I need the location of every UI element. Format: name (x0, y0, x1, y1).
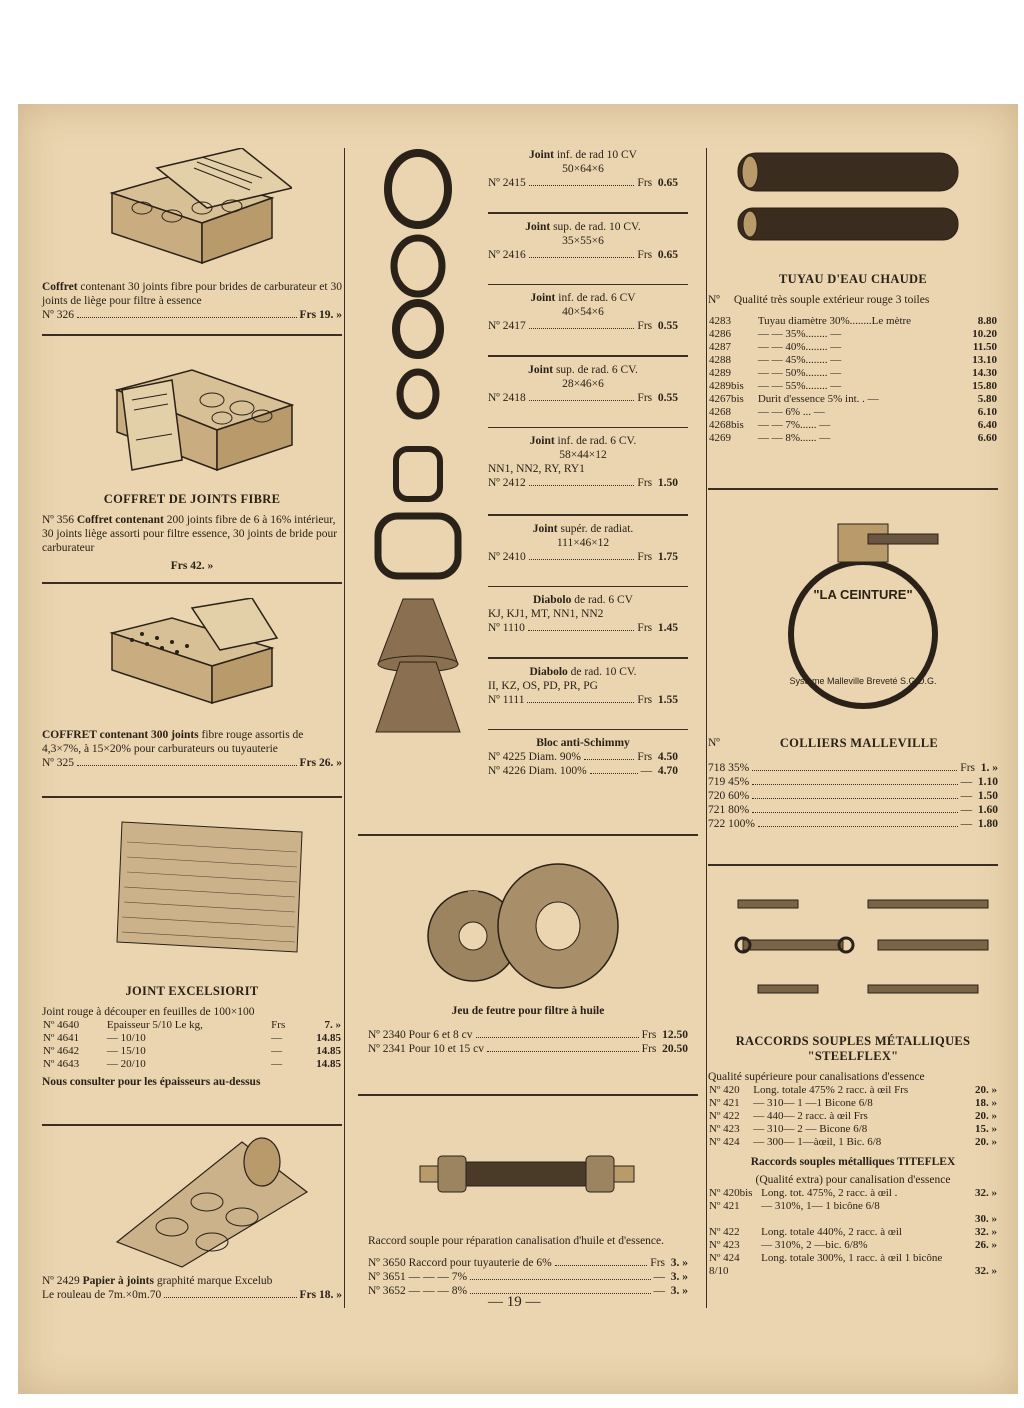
table-row: 4286 — — 35%........ — 10.20 (709, 328, 997, 340)
steelflex-table (708, 1084, 998, 1149)
divider (358, 1094, 698, 1096)
tuyau-block: TUYAU D'EAU CHAUDE Nº Qualité très souple extérieur rouge 3 toiles 4283 Tuyau diamètre 30%........Le mètre 8.80 4286 — — 35%........ — 10.20 4287 — — 40%........ — 11.50 4288 — — 45%........ — 13.10 4289 — — 50%........ — 14.30 4289bis — — 55%........ — 15.80 4267bis Durit d'essence 5% int. . — 5.80 4268 — — 6% ... — 6.10 4268bis — — 7%...... — 6.40 4269 — — 8%...... — 6.60 (708, 272, 997, 444)
list-item: Joint supér. de radiat. 111×46×12 Nº 2410 Frs 1.75 (488, 522, 678, 563)
excelsiorit-note: Nous consulter pour les épaisseurs au-dessus (42, 1076, 261, 1088)
table-row: Nº 421 — 310%, 1— 1 bicône 6/8 (709, 1200, 880, 1212)
table-row: Nº 421 — 310— 1 —1 Bicone 6/8 18. » (709, 1097, 997, 1109)
tuyau-title: TUYAU D'EAU CHAUDE (778, 272, 927, 286)
table-row: Nº 2341 Pour 10 et 15 cv Frs 20.50 (368, 1043, 688, 1055)
table-row: 30. » (975, 1213, 997, 1225)
divider (42, 1124, 342, 1126)
table-row: 718 35% Frs 1. » (708, 762, 998, 774)
steelflex-illustration (728, 890, 998, 1010)
joint-fibre-box-illustration (102, 350, 302, 480)
divider (708, 864, 998, 866)
table-row: Nº 422 Long. totale 440%, 2 racc. à œil 32. » (709, 1226, 997, 1238)
feutre-title: Jeu de feutre pour filtre à huile (451, 1005, 605, 1017)
table-row: 4283 Tuyau diamètre 30%........Le mètre 8.80 (709, 315, 997, 327)
table-row: 722 100% — 1.80 (708, 818, 998, 830)
raccord-block (368, 1234, 688, 1298)
papier-price: Frs 18. » (299, 1289, 342, 1301)
coffret-300-illustration (102, 598, 282, 713)
papier-bold: Papier à joints (82, 1275, 154, 1287)
list-item: Joint inf. de rad. 6 CV 40×54×6 Nº 2417 Frs 0.55 (488, 292, 678, 332)
table-row: Nº 2340 Pour 6 et 8 cv Frs 12.50 (368, 1029, 688, 1041)
papier-desc: graphité marque Excelub (156, 1275, 273, 1287)
feutre-block (368, 1004, 688, 1056)
raccord-desc: Raccord souple pour réparation canalisation d'huile et d'essence. (368, 1235, 665, 1247)
tuyau-illustration (728, 148, 968, 248)
colliers-title: COLLIERS MALLEVILLE (779, 736, 939, 750)
table-row: Nº 3651 — — — 7% — 3. » (368, 1271, 688, 1283)
coffret-356-desc: 200 joints fibre de 6 à 16% intérieur, 30 joints liège assorti pour filtre essence, 30 joints de bride pour carburateur (42, 514, 338, 554)
coffret-325-ref: Nº 325 (42, 757, 74, 769)
excelsiorit-sheet-illustration (112, 812, 312, 962)
catalog-page (18, 104, 1018, 1394)
papier-line2: Le rouleau de 7m.×0m.70 (42, 1289, 162, 1301)
divider (42, 334, 342, 336)
table-row: 4268 — — 6% ... — 6.10 (709, 406, 997, 418)
bloc-anti-schimmy: Bloc anti-Schimmy Nº 4225 Diam. 90% Frs 4.50 Nº 4226 Diam. 100% — 4.70 (488, 737, 678, 777)
coffret-356-block (42, 492, 342, 573)
feutre-illustration (418, 856, 628, 996)
coffret-356-title: COFFRET DE JOINTS FIBRE (103, 492, 281, 506)
divider (708, 488, 998, 490)
table-row: 4267bis Durit d'essence 5% int. . — 5.80 (709, 393, 997, 405)
table-row: Nº 4640 Epaisseur 5/10 Le kg, Frs 7. » (43, 1019, 341, 1031)
coffret-326-block (42, 280, 342, 322)
joints-list (488, 148, 678, 778)
titeflex-table (708, 1187, 998, 1278)
table-row: Nº 4642 — 15/10 — 14.85 (43, 1045, 341, 1057)
column-divider-right (706, 148, 707, 1308)
coffret-325-bold: COFFRET contenant 300 joints (42, 729, 199, 741)
coffret-356-price: Frs 42. » (170, 560, 214, 572)
table-row: 4288 — — 45%........ — 13.10 (709, 354, 997, 366)
table-row: Nº 3652 — — — 8% — 3. » (368, 1285, 688, 1297)
collier-illustration (768, 514, 958, 714)
table-row: Nº 422 — 440— 2 racc. à œil Frs 20. » (709, 1110, 997, 1122)
coffret-356-bold: Coffret contenant (76, 514, 164, 526)
papier-block (42, 1274, 342, 1302)
list-item: Joint inf. de rad. 6 CV. 58×44×12 NN1, NN2, RY, RY1 Nº 2412 Frs 1.50 (488, 435, 678, 489)
table-row: Nº 424 — 300— 1—àœil, 1 Bic. 6/8 20. » (709, 1136, 997, 1148)
table-row: 4289 — — 50%........ — 14.30 (709, 367, 997, 379)
coffret-325-desc: fibre rouge assortis de 4,3×7%, à 15×20% pour carburateurs ou tuyauterie (42, 729, 304, 755)
table-row: 4287 — — 40%........ — 11.50 (709, 341, 997, 353)
coffret-325-price: Frs 26. » (299, 757, 342, 769)
steelflex-title: RACCORDS SOUPLES MÉTALLIQUES (735, 1034, 971, 1048)
table-row: 4289bis — — 55%........ — 15.80 (709, 380, 997, 392)
column-divider-left (344, 148, 345, 1308)
colliers-block: Nº COLLIERS MALLEVILLE 718 35% Frs 1. » 719 45% — 1.10 720 60% — 1.50 721 80% — 1.60 722 100% — 1.80 (708, 736, 998, 830)
table-row: 721 80% — 1.60 (708, 804, 998, 816)
divider (358, 834, 698, 836)
table-row: 4269 — — 8%...... — 6.60 (709, 432, 997, 444)
table-row: Nº 423 — 310%, 2 —bic. 6/8% 26. » (709, 1239, 997, 1251)
raccord-illustration (418, 1144, 638, 1204)
joints-illustration (358, 144, 478, 734)
collier-logo-bottom: Système Malleville Breveté S.G.D.G. (789, 676, 937, 686)
papier-roll-illustration (112, 1132, 312, 1272)
table-row: 720 60% — 1.50 (708, 790, 998, 802)
excelsiorit-intro: Joint rouge à découper en feuilles de 100×100 (42, 1006, 255, 1018)
coffret-326-price: Frs 19. » (299, 309, 342, 321)
steelflex-title2: "STEELFLEX" (807, 1049, 899, 1063)
excelsiorit-table (42, 1019, 342, 1071)
table-row: Nº 424 Long. totale 300%, 1 racc. à œil 1 bicône (709, 1252, 943, 1264)
titeflex-title: Raccords souples métalliques TITEFLEX (750, 1156, 956, 1168)
list-item: Diabolo de rad. 10 CV. II, KZ, OS, PD, PR, PG Nº 1111 Frs 1.55 (488, 665, 678, 706)
coffret-325-block (42, 728, 342, 770)
divider (42, 796, 342, 798)
collier-logo-top: "LA CEINTURE" (813, 587, 913, 602)
table-row: Nº 3650 Raccord pour tuyauterie de 6% Frs 3. » (368, 1257, 688, 1269)
table-row: Nº 420 Long. totale 475% 2 racc. à œil Frs 20. » (709, 1084, 997, 1096)
coffret-356-ref: Nº 356 (42, 514, 74, 526)
table-row: 719 45% — 1.10 (708, 776, 998, 788)
page-number: — 19 — (488, 1294, 541, 1310)
joint-box-illustration (102, 148, 292, 273)
tuyau-table (708, 315, 998, 445)
list-item: Joint sup. de rad. 6 CV. 28×46×6 Nº 2418 Frs 0.55 (488, 363, 678, 404)
excelsiorit-title: JOINT EXCELSIORIT (125, 984, 259, 998)
divider (42, 582, 342, 584)
coffret-326-bold: Coffret (42, 281, 78, 293)
steelflex-block: RACCORDS SOUPLES MÉTALLIQUES "STEELFLEX" Qualité supérieure pour canalisations d'essence Nº 420 Long. totale 475% 2 racc. à œil Frs 20. » Nº 421 — 310— 1 —1 Bicone 6/8 18. » Nº 422 — 440— 2 racc. à œil Frs 20. » Nº 423 — 310— 2 — Bicone 6/8 15. » Nº 424 — 300— 1—àœil, 1 Bic. 6/8 20. » Raccords souples métalliques TITEFLEX (Qualité extra) pour canalisation d'essence Nº 420bis Long. tot. 475%, 2 racc. à œil . 32. » Nº 421 — 310%, 1— 1 bicône 6/8 30. » Nº 422 Long. totale 440%, 2 racc. à œil 32. » Nº 423 — 310%, 2 —bic. 6/8% 26. » Nº 424 Long. totale 300%, 1 racc. à œil 1 bicône 8/10 32. » (708, 1034, 997, 1277)
excelsiorit-block (42, 984, 342, 1089)
table-row: 4268bis — — 7%...... — 6.40 (709, 419, 997, 431)
table-row: Nº 423 — 310— 2 — Bicone 6/8 15. » (709, 1123, 997, 1135)
table-row: Nº 4643 — 20/10 — 14.85 (43, 1058, 341, 1070)
list-item: Joint sup. de rad. 10 CV. 35×55×6 Nº 2416 Frs 0.65 (488, 220, 678, 261)
coffret-326-desc: contenant 30 joints fibre pour brides de carburateur et 30 joints de liège pour filtre à essence (42, 281, 342, 307)
table-row: Nº 420bis Long. tot. 475%, 2 racc. à œil . 32. » (709, 1187, 997, 1199)
papier-ref: Nº 2429 (42, 1275, 80, 1287)
list-item: Diabolo de rad. 6 CV KJ, KJ1, MT, NN1, NN2 Nº 1110 Frs 1.45 (488, 594, 678, 634)
coffret-326-ref: Nº 326 (42, 309, 74, 321)
table-row: Nº 4641 — 10/10 — 14.85 (43, 1032, 341, 1044)
list-item: Joint inf. de rad 10 CV 50×64×6 Nº 2415 Frs 0.65 (488, 149, 678, 189)
table-row: 8/10 32. » (709, 1265, 997, 1277)
